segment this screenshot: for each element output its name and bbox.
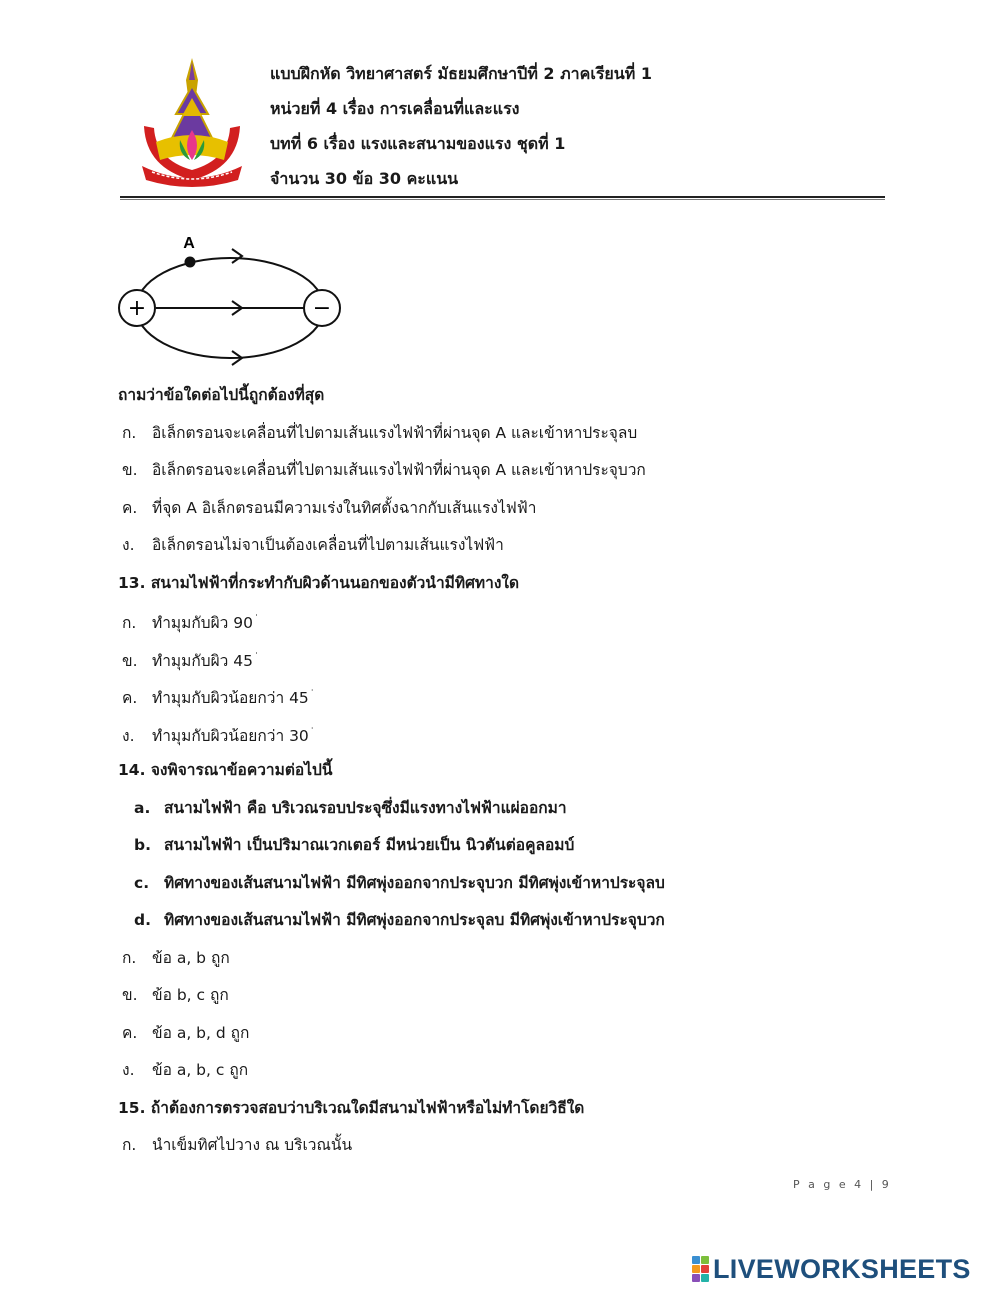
q14-statement: c. ทิศทางของเส้นสนามไฟฟ้า มีทิศพุ่งออกจากประจุบวก มีทิศพุ่งเข้าหาประจุลบ (134, 873, 665, 892)
q13-option[interactable]: ค. ทำมุมกับผิวน้อยกว่า 45˙ (122, 689, 315, 707)
q14-option[interactable]: ง. ข้อ a, b, c ถูก (122, 1061, 249, 1079)
q14-option[interactable]: ค. ข้อ a, b, d ถูก (122, 1023, 250, 1042)
question-13-text: 13. สนามไฟฟ้าที่กระทำกับผิวด้านนอกของตัวนำมีทิศทางใด (118, 573, 520, 592)
score-info: จำนวน 30 ข้อ 30 คะแนน (270, 169, 459, 188)
plus-sign: + (127, 296, 147, 321)
question-14-text: 14. จงพิจารณาข้อความต่อไปนี้ (118, 761, 333, 779)
q15-option[interactable]: ก. นำเข็มทิศไปวาง ณ บริเวณนั้น (122, 1136, 353, 1154)
q14-option[interactable]: ข. ข้อ b, c ถูก (122, 986, 229, 1004)
q13-option[interactable]: ก. ทำมุมกับผิว 90˙ (122, 614, 260, 632)
q14-statement: b. สนามไฟฟ้า เป็นปริมาณเวกเตอร์ มีหน่วยเป็น นิวตันต่อคูลอมบ์ (134, 836, 575, 854)
header-divider-thin (120, 199, 885, 200)
liveworksheets-icon (692, 1256, 709, 1282)
q14-statement: a. สนามไฟฟ้า คือ บริเวณรอบประจุซึ่งมีแรงทางไฟฟ้าแผ่ออกมา (134, 798, 567, 817)
point-a-dot (185, 257, 196, 268)
electric-field-diagram (110, 228, 350, 378)
minus-sign: − (312, 296, 332, 321)
header-divider (120, 196, 885, 198)
school-logo-icon (134, 56, 250, 190)
q12-option[interactable]: ค. ที่จุด A อิเล็กตรอนมีความเร่งในทิศตั้งฉากกับเส้นแรงไฟฟ้า (122, 498, 537, 517)
lesson-title: บทที่ 6 เรื่อง แรงและสนามของแรง ชุดที่ 1 (270, 134, 566, 153)
q12-option[interactable]: ง. อิเล็กตรอนไม่จาเป็นต้องเคลื่อนที่ไปตามเส้นแรงไฟฟ้า (122, 536, 504, 554)
liveworksheets-logo[interactable] (692, 1252, 971, 1286)
q13-option[interactable]: ง. ทำมุมกับผิวน้อยกว่า 30˙ (122, 726, 315, 745)
q12-option[interactable]: ก. อิเล็กตรอนจะเคลื่อนที่ไปตามเส้นแรงไฟฟ้าที่ผ่านจุด A และเข้าหาประจุลบ (122, 423, 638, 442)
liveworksheets-text: LIVEWORKSHEETS (713, 1253, 971, 1284)
q14-statement: d. ทิศทางของเส้นสนามไฟฟ้า มีทิศพุ่งออกจากประจุลบ มีทิศพุ่งเข้าหาประจุบวก (134, 911, 665, 929)
q14-option[interactable]: ก. ข้อ a, b ถูก (122, 948, 230, 967)
header-text-block (270, 60, 652, 200)
document-header (120, 48, 885, 196)
point-a-label: A (183, 235, 195, 252)
question-12-text: ถามว่าข้อใดต่อไปนี้ถูกต้องที่สุด (118, 386, 325, 404)
arrow-top-icon (232, 249, 242, 263)
unit-title: หน่วยที่ 4 เรื่อง การเคลื่อนที่และแรง (270, 99, 520, 118)
page-number: P a g e 4 | 9 (793, 1178, 892, 1191)
q13-option[interactable]: ข. ทำมุมกับผิว 45˙ (122, 651, 260, 670)
question-15-text: 15. ถ้าต้องการตรวจสอบว่าบริเวณใดมีสนามไฟฟ้าหรือไม่ทำโดยวิธีใด (118, 1098, 585, 1117)
worksheet-title: แบบฝึกหัด วิทยาศาสตร์ มัธยมศึกษาปีที่ 2 ภาคเรียนที่ 1 (270, 64, 652, 83)
question-list (118, 378, 898, 1166)
q12-option[interactable]: ข. อิเล็กตรอนจะเคลื่อนที่ไปตามเส้นแรงไฟฟ้าที่ผ่านจุด A และเข้าหาประจุบวก (122, 461, 646, 479)
